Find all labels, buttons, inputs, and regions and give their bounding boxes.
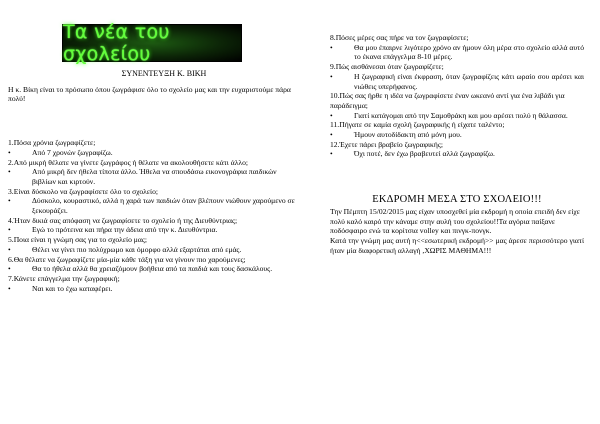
bullet-icon: • [330, 71, 333, 81]
interview-intro: Η κ. Βίκη είναι το πρόσωπο όπου ζωγράφισε όλο το σχολείο μας και την ευχαριστούμε πάρα πολύ! [8, 84, 291, 104]
qa-item [330, 33, 584, 62]
qa-item [330, 91, 584, 120]
qa-item [8, 274, 300, 293]
qa-item [8, 255, 300, 274]
newsletter-logo [62, 21, 242, 65]
bullet-icon: • [330, 110, 333, 120]
question: 6.Θα θέλατε να ζωγραφίζετε μία-μία κάθε τάξη για να γίνουν πιο χαρούμενες; [8, 254, 246, 264]
question: 8.Πόσες μέρες σας πήρε να τον ζωγραφίσετε; [330, 33, 469, 42]
question: 9.Πώς αισθάνεσαι όταν ζωγραφίζετε; [330, 62, 444, 72]
question: 10.Πώς σας ήρθε η ιδέα να ζωγραφίσετε έναν ωκεανό αντί για ένα λιβάδι για παράδειγμα; [330, 91, 565, 110]
interview-column [8, 69, 300, 293]
question: 1.Πόσα χρόνια ζωγραφίζετε; [8, 138, 96, 148]
question: 3.Είναι δύσκολο να ζωγραφίσετε όλο το σχολείο; [8, 186, 158, 196]
bullet-icon: • [8, 167, 11, 177]
interview-continued-column [330, 33, 584, 255]
answer: • Εγώ το πρότεινα και πήρα την άδεια από την κ. Διευθύντρια. [8, 225, 218, 235]
qa-item [8, 138, 300, 157]
answer: • Ήμουν αυτοδίδακτη από μόνη μου. [330, 130, 462, 140]
answer: • Θα το ήθελα αλλά θα χρειαζόμουν βοήθεια από τα παιδιά και τους δασκάλους. [8, 264, 273, 274]
question: 7.Κάνετε επάγγελμα την ζωγραφική; [8, 273, 120, 283]
qa-item [8, 235, 300, 254]
qa-item [330, 62, 584, 91]
excursion-paragraph: Την Πέμπτη 15/02/2015 μας είχαν υποσχεθεί μία εκδρομή η οποία επειδή δεν είχε πολύ καλό καιρό την κάναμε στην αυλή του σχολείου!!Τα αγόρια παίξανε ποδόσφαιρο ενώ τα κορίτσια volley και πινγκ-πονγκ. [330, 206, 580, 236]
bullet-icon: • [8, 283, 11, 293]
bullet-icon: • [8, 225, 11, 235]
bullet-icon: • [330, 42, 333, 52]
bullet-icon: • [8, 196, 11, 206]
answer: • Από 7 χρονών ζωγραφίζω. [8, 147, 113, 157]
bullet-icon: • [330, 130, 333, 140]
bullet-icon: • [330, 149, 333, 159]
question: 12.Έχετε πάρει βραβείο ζωγραφικής; [330, 139, 443, 149]
qa-item [8, 216, 300, 235]
answer: • Δύσκολο, κουραστικό, αλλά η χαρά των παιδιών όταν βλέπουν νιώθουν χαρούμενο σε ξεκουράζει. [8, 196, 295, 216]
answer: • Η ζωγραφική είναι έκφραση, όταν ζωγραφίζεις κάτι ωραίο σου αρέσει και νιώθεις υπερήφανος. [330, 71, 584, 91]
answer: • Από μικρή δεν ήθελα τίποτα άλλο. Ήθελα να σπουδάσω εικονογράφια παιδικών βιβλίων και κιρτούν. [8, 167, 277, 186]
excursion-title: ΕΚΔΡΟΜΗ ΜΕΣΑ ΣΤΟ ΣΧΟΛΕΙΟ!!! [372, 194, 542, 206]
question: 5.Ποια είναι η γνώμη σας για το σχολείο μας; [8, 235, 147, 245]
excursion-article [330, 207, 584, 256]
excursion-paragraph: Κατά την γνώμη μας αυτή η<<εσωτερική εκδρομή>> μας άρεσε περισσότερο γιατί ήταν μία διαφορετική αλλαγή ,ΧΩΡΙΣ ΜΑΘΗΜΑ!!! [330, 235, 584, 255]
qa-item [8, 187, 300, 216]
qa-item [8, 158, 300, 187]
answer: • Όχι ποτέ, δεν έχω βραβευτεί αλλά ζωγραφίζω. [330, 149, 495, 159]
answer: • Ναι και το έχω καταφέρει. [8, 283, 113, 293]
question: 2.Από μικρή θέλατε να γίνετε ζωγράφος ή θέλατε να ακολουθήσετε κάτι άλλο; [8, 157, 248, 167]
question: 4.Ήταν δικιά σας απόφαση να ζωγραφίσετε το σχολείο ή της Διευθύντριας; [8, 215, 238, 225]
answer: • Γιατί κατάγομαι από την Σαμοθράκη και μου αρέσει πολύ η θάλασσα. [330, 110, 568, 120]
logo-text: Τα νέα του σχολείου [63, 21, 170, 65]
qa-item [330, 120, 584, 139]
interview-title: ΣΥΝΕΝΤΕΥΞΗ Κ. ΒΙΚΗ [121, 69, 207, 78]
bullet-icon: • [8, 244, 11, 254]
qa-item [330, 140, 584, 159]
bullet-icon: • [8, 264, 11, 274]
bullet-icon: • [8, 147, 11, 157]
question: 11.Πήγατε σε καμία σχολή ζωγραφικής ή είχατε ταλέντο; [330, 120, 505, 130]
answer: • Θέλει να γίνει πιο πολύχρωμο και όμορφο αλλά εξαρτάται από εμάς. [8, 244, 242, 254]
answer: • Θα μου έπαιρνε λιγότερο χρόνο αν ήμουν όλη μέρα στο σχολείο αλλά αυτό το έκανα επάγγελμα 8-10 μέρες. [330, 42, 584, 62]
